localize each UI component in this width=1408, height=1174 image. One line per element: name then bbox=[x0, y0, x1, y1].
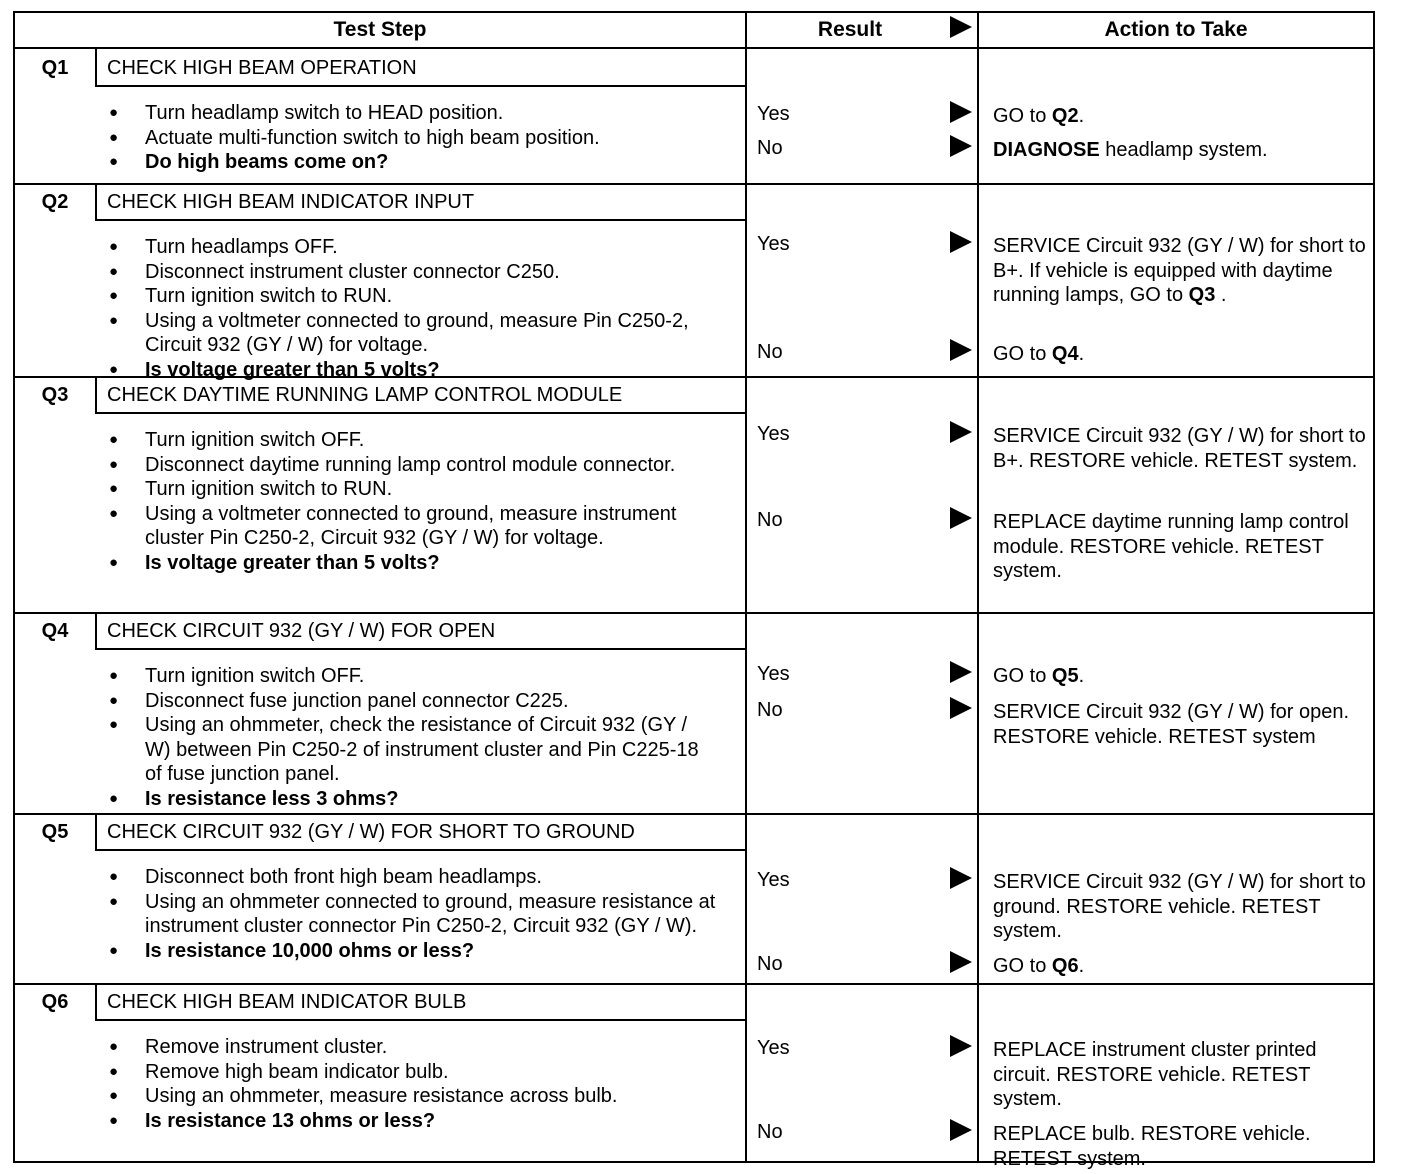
action-text-pre: REPLACE daytime running lamp control module. RESTORE vehicle. RETEST system. bbox=[993, 511, 1349, 582]
action-text-pre: SERVICE Circuit 932 (GY / W) for open. RESTORE vehicle. RETEST system bbox=[993, 701, 1350, 748]
arrow-right-icon bbox=[950, 661, 972, 683]
result-no: No bbox=[757, 1121, 783, 1143]
test-steps-list bbox=[107, 664, 717, 811]
action-text-pre: SERVICE Circuit 932 (GY / W) for short to B+. If vehicle is equipped with daytime running lamps, GO to bbox=[993, 235, 1366, 306]
question-id: Q2 bbox=[41, 190, 69, 213]
column-divider-result bbox=[745, 13, 747, 1163]
title-underline bbox=[95, 219, 745, 221]
title-underline bbox=[95, 849, 745, 851]
action-yes bbox=[993, 664, 1368, 689]
action-no bbox=[993, 700, 1368, 749]
action-text-post: headlamp system. bbox=[1099, 139, 1268, 161]
test-steps-list bbox=[107, 428, 717, 575]
action-text-pre: REPLACE instrument cluster printed circuit. RESTORE vehicle. RETEST system. bbox=[993, 1039, 1317, 1110]
arrow-right-icon bbox=[950, 231, 972, 253]
question-id-divider bbox=[95, 813, 97, 849]
arrow-right-icon bbox=[950, 101, 972, 123]
question-title: CHECK DAYTIME RUNNING LAMP CONTROL MODULE bbox=[107, 383, 623, 406]
result-yes: Yes bbox=[757, 1037, 790, 1059]
header-action: Action to Take bbox=[1104, 18, 1248, 41]
test-question: ● Is voltage greater than 5 volts? bbox=[107, 358, 717, 383]
test-step: ● Turn ignition switch OFF. bbox=[107, 428, 717, 453]
action-text-bold: Q3 bbox=[1188, 284, 1216, 306]
test-step: ● Remove instrument cluster. bbox=[107, 1035, 717, 1060]
arrow-right-icon bbox=[950, 339, 972, 361]
action-no bbox=[993, 954, 1368, 979]
result-no: No bbox=[757, 137, 783, 159]
question-id: Q6 bbox=[41, 990, 69, 1013]
test-step: ● Remove high beam indicator bulb. bbox=[107, 1060, 717, 1085]
column-divider-action bbox=[977, 13, 979, 1163]
test-step: ● Using a voltmeter connected to ground, measure Pin C250-2, Circuit 932 (GY / W) for voltage. bbox=[107, 309, 717, 358]
question-title: CHECK HIGH BEAM INDICATOR INPUT bbox=[107, 190, 475, 213]
action-text-pre: GO to bbox=[993, 105, 1052, 127]
question-id-divider bbox=[95, 612, 97, 648]
test-question: ● Is resistance 10,000 ohms or less? bbox=[107, 939, 717, 964]
action-text-pre: GO to bbox=[993, 955, 1052, 977]
test-step: ● Turn ignition switch OFF. bbox=[107, 664, 717, 689]
question-title: CHECK HIGH BEAM OPERATION bbox=[107, 56, 417, 79]
action-text-pre: GO to bbox=[993, 343, 1052, 365]
action-text-pre: SERVICE Circuit 932 (GY / W) for short to ground. RESTORE vehicle. RETEST system. bbox=[993, 871, 1366, 942]
header-test-step: Test Step bbox=[333, 18, 427, 41]
action-no bbox=[993, 1122, 1368, 1171]
action-text-bold: Q4 bbox=[1051, 343, 1079, 365]
action-no bbox=[993, 510, 1368, 584]
question-id: Q5 bbox=[41, 820, 69, 843]
arrow-right-icon bbox=[950, 135, 972, 157]
action-text-bold: DIAGNOSE bbox=[993, 139, 1100, 161]
test-question: ● Is voltage greater than 5 volts? bbox=[107, 551, 717, 576]
arrow-right-icon bbox=[950, 1035, 972, 1057]
arrow-right-icon bbox=[950, 867, 972, 889]
test-step: ● Disconnect instrument cluster connector C250. bbox=[107, 260, 717, 285]
title-underline bbox=[95, 85, 745, 87]
result-yes: Yes bbox=[757, 233, 790, 255]
result-no: No bbox=[757, 699, 783, 721]
action-yes bbox=[993, 424, 1368, 473]
test-step: ● Disconnect daytime running lamp control module connector. bbox=[107, 453, 717, 478]
header-result: Result bbox=[817, 18, 883, 41]
action-text-pre: SERVICE Circuit 932 (GY / W) for short to B+. RESTORE vehicle. RETEST system. bbox=[993, 425, 1366, 472]
action-yes bbox=[993, 1038, 1368, 1112]
arrow-right-icon bbox=[950, 951, 972, 973]
question-title: CHECK CIRCUIT 932 (GY / W) FOR SHORT TO GROUND bbox=[107, 820, 635, 843]
action-yes bbox=[993, 104, 1368, 129]
question-id: Q4 bbox=[41, 619, 69, 642]
arrow-right-icon bbox=[950, 697, 972, 719]
result-no: No bbox=[757, 953, 783, 975]
test-step: ● Turn ignition switch to RUN. bbox=[107, 477, 717, 502]
action-text-post: . bbox=[1078, 955, 1085, 977]
question-id-divider bbox=[95, 376, 97, 412]
test-steps-list bbox=[107, 1035, 717, 1133]
action-text-bold: Q5 bbox=[1051, 665, 1079, 687]
question-id: Q1 bbox=[41, 56, 69, 79]
question-id-divider bbox=[95, 983, 97, 1019]
action-text-post: . bbox=[1078, 665, 1085, 687]
action-text-bold: Q6 bbox=[1051, 955, 1079, 977]
result-yes: Yes bbox=[757, 103, 790, 125]
test-steps-list bbox=[107, 101, 717, 175]
test-step: ● Actuate multi-function switch to high beam position. bbox=[107, 126, 717, 151]
result-yes: Yes bbox=[757, 663, 790, 685]
test-question: ● Do high beams come on? bbox=[107, 150, 717, 175]
diagnostic-table bbox=[13, 11, 1375, 1170]
test-step: ● Using an ohmmeter, measure resistance across bulb. bbox=[107, 1084, 717, 1109]
action-text-post: . bbox=[1215, 284, 1227, 306]
arrow-right-icon bbox=[950, 507, 972, 529]
action-yes bbox=[993, 870, 1368, 944]
title-underline bbox=[95, 1019, 745, 1021]
test-step: ● Disconnect both front high beam headlamps. bbox=[107, 865, 717, 890]
action-text-post: . bbox=[1078, 343, 1085, 365]
test-steps-list bbox=[107, 235, 717, 382]
action-no bbox=[993, 342, 1368, 367]
question-id-divider bbox=[95, 183, 97, 219]
test-step: ● Turn headlamps OFF. bbox=[107, 235, 717, 260]
test-step: ● Using an ohmmeter connected to ground, measure resistance at instrument cluster connector Pin C250-2, Circuit 932 (GY / W). bbox=[107, 890, 717, 939]
result-yes: Yes bbox=[757, 423, 790, 445]
action-no bbox=[993, 138, 1368, 163]
test-question: ● Is resistance 13 ohms or less? bbox=[107, 1109, 717, 1134]
title-underline bbox=[95, 648, 745, 650]
action-yes bbox=[993, 234, 1368, 308]
question-id-divider bbox=[95, 49, 97, 85]
result-no: No bbox=[757, 341, 783, 363]
test-step: ● Using an ohmmeter, check the resistance of Circuit 932 (GY / W) between Pin C250-2 of instrument cluster and Pin C225-18 of fuse junction panel. bbox=[107, 713, 717, 787]
test-step: ● Disconnect fuse junction panel connector C225. bbox=[107, 689, 717, 714]
test-step: ● Turn ignition switch to RUN. bbox=[107, 284, 717, 309]
action-text-bold: Q2 bbox=[1051, 105, 1079, 127]
header-divider bbox=[15, 47, 1375, 49]
arrow-right-icon bbox=[950, 421, 972, 443]
header-arrow-icon bbox=[950, 16, 972, 38]
test-step: ● Turn headlamp switch to HEAD position. bbox=[107, 101, 717, 126]
action-text-post: . bbox=[1078, 105, 1085, 127]
result-no: No bbox=[757, 509, 783, 531]
result-yes: Yes bbox=[757, 869, 790, 891]
question-title: CHECK HIGH BEAM INDICATOR BULB bbox=[107, 990, 467, 1013]
title-underline bbox=[95, 412, 745, 414]
action-text-pre: GO to bbox=[993, 665, 1052, 687]
test-question: ● Is resistance less 3 ohms? bbox=[107, 787, 717, 812]
question-title: CHECK CIRCUIT 932 (GY / W) FOR OPEN bbox=[107, 619, 496, 642]
action-text-pre: REPLACE bulb. RESTORE vehicle. RETEST system. bbox=[993, 1123, 1311, 1170]
test-steps-list bbox=[107, 865, 717, 963]
test-step: ● Using a voltmeter connected to ground, measure instrument cluster Pin C250-2, Circuit 932 (GY / W) for voltage. bbox=[107, 502, 717, 551]
question-id: Q3 bbox=[41, 383, 69, 406]
arrow-right-icon bbox=[950, 1119, 972, 1141]
